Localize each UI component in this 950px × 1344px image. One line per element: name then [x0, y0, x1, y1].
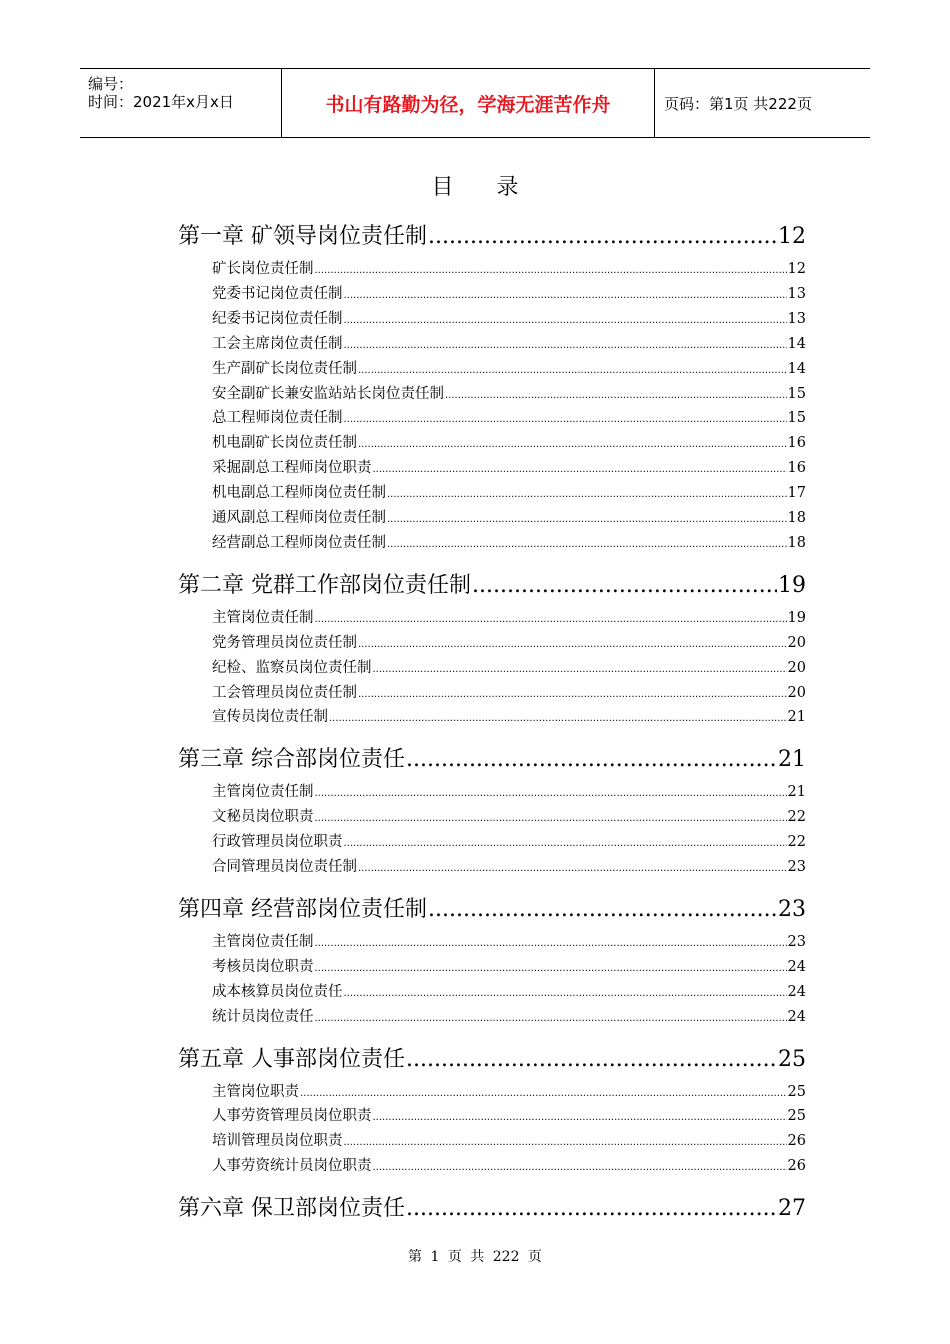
toc-entry-title: 第一章 矿领导岗位责任制 — [178, 224, 427, 249]
toc-page-number: 12 — [778, 224, 806, 249]
toc-section-entry[interactable] — [212, 830, 806, 850]
toc-entry-title: 总工程师岗位责任制 — [212, 410, 343, 427]
toc-entry-title: 机电副矿长岗位责任制 — [212, 435, 357, 452]
toc-page-number: 20 — [787, 684, 806, 701]
toc-page-number: 26 — [787, 1133, 806, 1150]
toc-page-number: 14 — [787, 335, 806, 352]
toc-page-number: 14 — [787, 360, 806, 377]
toc-section-entry[interactable] — [212, 780, 806, 800]
toc-section-entry[interactable] — [212, 332, 806, 352]
toc-section-entry[interactable] — [212, 382, 806, 402]
toc-dot-leader — [428, 224, 777, 249]
toc-entry-title: 党务管理员岗位责任制 — [212, 634, 357, 651]
toc-page-number: 15 — [787, 385, 806, 402]
toc-entry-title: 纪检、监察员岗位责任制 — [212, 659, 372, 676]
toc-chapter-entry[interactable] — [178, 1042, 806, 1072]
toc-entry-title: 党委书记岗位责任制 — [212, 285, 343, 302]
toc-chapter-entry[interactable] — [178, 568, 806, 598]
toc-section-entry[interactable] — [212, 406, 806, 426]
toc-page-number: 22 — [787, 834, 806, 851]
toc-section-entry[interactable] — [212, 431, 806, 451]
toc-entry-title: 行政管理员岗位职责 — [212, 834, 343, 851]
toc-section-entry[interactable] — [212, 282, 806, 302]
toc-section-entry[interactable] — [212, 481, 806, 501]
toc-page-number: 13 — [787, 285, 806, 302]
toc-page-number: 24 — [787, 958, 806, 975]
toc-dot-leader — [358, 365, 787, 376]
toc-dot-leader — [344, 340, 787, 351]
toc-section-entry[interactable] — [212, 1104, 806, 1124]
page-header — [80, 68, 870, 138]
toc-dot-leader — [344, 1137, 787, 1148]
toc-entry-title: 第五章 人事部岗位责任 — [178, 1046, 405, 1072]
toc-entry-title: 机电副总工程师岗位责任制 — [212, 485, 386, 502]
toc-dot-leader — [300, 1088, 787, 1099]
toc-dot-leader — [344, 414, 787, 425]
toc-entry-title: 主管岗位责任制 — [212, 784, 314, 801]
page-footer: 第 1 页 共 222 页 — [408, 1249, 542, 1265]
toc-page-number: 21 — [787, 784, 806, 801]
toc-page-number: 16 — [787, 435, 806, 452]
toc-dot-leader — [315, 963, 787, 974]
toc-section-entry[interactable] — [212, 1080, 806, 1100]
toc-dot-leader — [387, 489, 787, 500]
toc-entry-title: 通风副总工程师岗位责任制 — [212, 510, 386, 526]
header-page-info: 页码：第1页 共222页 — [664, 94, 812, 113]
toc-dot-leader — [344, 290, 787, 301]
toc-dot-leader — [472, 573, 777, 598]
toc-dot-leader — [406, 747, 777, 772]
toc-page-number: 25 — [778, 1046, 806, 1072]
toc-entry-title: 文秘员岗位职责 — [212, 809, 314, 826]
toc-dot-leader — [358, 439, 787, 450]
toc-entry-title: 合同管理员岗位责任制 — [212, 859, 357, 875]
toc-entry-title: 第二章 党群工作部岗位责任制 — [178, 572, 471, 598]
toc-dot-leader — [373, 1112, 787, 1123]
header-left-cell — [80, 69, 281, 137]
toc-page-number: 24 — [787, 1008, 806, 1025]
toc-page-number: 19 — [787, 609, 806, 626]
toc-page-number: 18 — [787, 534, 806, 551]
toc-dot-leader — [406, 1047, 777, 1072]
toc-entry-title: 第三章 综合部岗位责任 — [178, 747, 405, 773]
toc-dot-leader — [344, 315, 787, 326]
toc-entry-title: 主管岗位责任制 — [212, 933, 314, 950]
toc-dot-leader — [329, 713, 787, 724]
toc-dot-leader — [428, 897, 777, 922]
toc-entry-title: 第四章 经营部岗位责任制 — [178, 896, 427, 922]
toc-chapter-entry[interactable] — [178, 892, 806, 922]
toc-entry-title: 考核员岗位职责 — [212, 958, 314, 975]
toc-entry-title: 主管岗位责任制 — [212, 609, 314, 626]
toc-page-number: 17 — [787, 485, 806, 502]
toc-section-entry[interactable] — [212, 456, 806, 476]
toc-dot-leader — [358, 863, 787, 874]
toc-entry-title: 矿长岗位责任制 — [212, 261, 314, 277]
toc-section-entry[interactable] — [212, 357, 806, 377]
toc-section-entry[interactable] — [212, 1005, 806, 1025]
toc-section-entry[interactable] — [212, 531, 806, 551]
toc-dot-leader — [315, 813, 787, 824]
toc-page-number: 27 — [778, 1196, 806, 1222]
toc-entry-title: 经营副总工程师岗位责任制 — [212, 534, 386, 551]
toc-page-number: 16 — [787, 460, 806, 477]
document-date-label: 时间：2021年x月x日 — [88, 93, 234, 111]
toc-dot-leader — [315, 1013, 787, 1024]
toc-dot-leader — [358, 639, 787, 650]
toc-dot-leader — [315, 938, 787, 949]
header-motto: 书山有路勤为径，学海无涯苦作舟 — [281, 69, 655, 137]
toc-page-number: 12 — [787, 261, 806, 277]
toc-page-number: 20 — [787, 659, 806, 676]
toc-entry-title: 工会主席岗位责任制 — [212, 335, 343, 352]
toc-dot-leader — [373, 664, 787, 675]
toc-page-number: 25 — [787, 1083, 806, 1100]
toc-page-number: 23 — [778, 896, 806, 922]
toc-page-number: 23 — [787, 859, 806, 875]
toc-chapter-entry[interactable] — [178, 219, 806, 249]
toc-section-entry[interactable] — [212, 307, 806, 327]
toc-page-number: 15 — [787, 410, 806, 427]
toc-entry-title: 生产副矿长岗位责任制 — [212, 360, 357, 377]
toc-entry-title: 统计员岗位责任 — [212, 1008, 314, 1025]
toc-entry-title: 人事劳资管理员岗位职责 — [212, 1108, 372, 1125]
toc-page-number: 24 — [787, 983, 806, 1000]
toc-dot-leader — [344, 838, 787, 849]
toc-dot-leader — [387, 514, 787, 525]
toc-section-entry[interactable] — [212, 1129, 806, 1149]
toc-section-entry[interactable] — [212, 980, 806, 1000]
toc-entry-title: 人事劳资统计员岗位职责 — [212, 1158, 372, 1175]
toc-entry-title: 宣传员岗位责任制 — [212, 709, 328, 726]
toc-section-entry[interactable] — [212, 631, 806, 651]
toc-section-entry[interactable] — [212, 656, 806, 676]
toc-page-number: 21 — [787, 709, 806, 726]
toc-entry-title: 安全副矿长兼安监站站长岗位责任制 — [212, 385, 444, 402]
toc-entry-title: 主管岗位职责 — [212, 1083, 299, 1100]
toc-section-entry[interactable] — [212, 805, 806, 825]
toc-dot-leader — [358, 689, 787, 700]
toc-section-entry[interactable] — [212, 855, 806, 875]
toc-dot-leader — [344, 988, 787, 999]
toc-section-entry[interactable] — [212, 257, 806, 277]
toc-dot-leader — [373, 1162, 787, 1173]
toc-entry-title: 第六章 保卫部岗位责任 — [178, 1196, 405, 1222]
toc-chapter-entry[interactable] — [178, 1191, 806, 1221]
toc-page-number: 20 — [787, 634, 806, 651]
toc-page-number: 18 — [787, 510, 806, 526]
toc-entry-title: 纪委书记岗位责任制 — [212, 310, 343, 327]
toc-page-number: 23 — [787, 933, 806, 950]
toc-dot-leader — [445, 390, 787, 401]
toc-page-number: 13 — [787, 310, 806, 327]
toc-section-entry[interactable] — [212, 955, 806, 975]
toc-dot-leader — [315, 614, 787, 625]
document-number-label: 编号： — [88, 75, 134, 93]
toc-section-entry[interactable] — [212, 930, 806, 950]
toc-dot-leader — [387, 539, 787, 550]
toc-dot-leader — [373, 464, 787, 475]
toc-page-number: 19 — [778, 572, 806, 598]
toc-title: 目 录 — [431, 175, 537, 200]
toc-page-number: 25 — [787, 1108, 806, 1125]
toc-section-entry[interactable] — [212, 1154, 806, 1174]
toc-dot-leader — [315, 788, 787, 799]
toc-entry-title: 采掘副总工程师岗位职责 — [212, 460, 372, 477]
toc-entry-title: 工会管理员岗位责任制 — [212, 684, 357, 701]
toc-chapter-entry[interactable] — [178, 742, 806, 772]
toc-page-number: 21 — [778, 747, 806, 773]
toc-dot-leader — [315, 265, 787, 276]
toc-page-number: 26 — [787, 1158, 806, 1175]
toc-section-entry[interactable] — [212, 681, 806, 701]
toc-dot-leader — [406, 1196, 777, 1221]
toc-section-entry[interactable] — [212, 606, 806, 626]
toc-section-entry[interactable] — [212, 705, 806, 725]
toc-section-entry[interactable] — [212, 506, 806, 526]
toc-entry-title: 成本核算员岗位责任 — [212, 983, 343, 1000]
toc-entry-title: 培训管理员岗位职责 — [212, 1133, 343, 1150]
toc-page-number: 22 — [787, 809, 806, 826]
